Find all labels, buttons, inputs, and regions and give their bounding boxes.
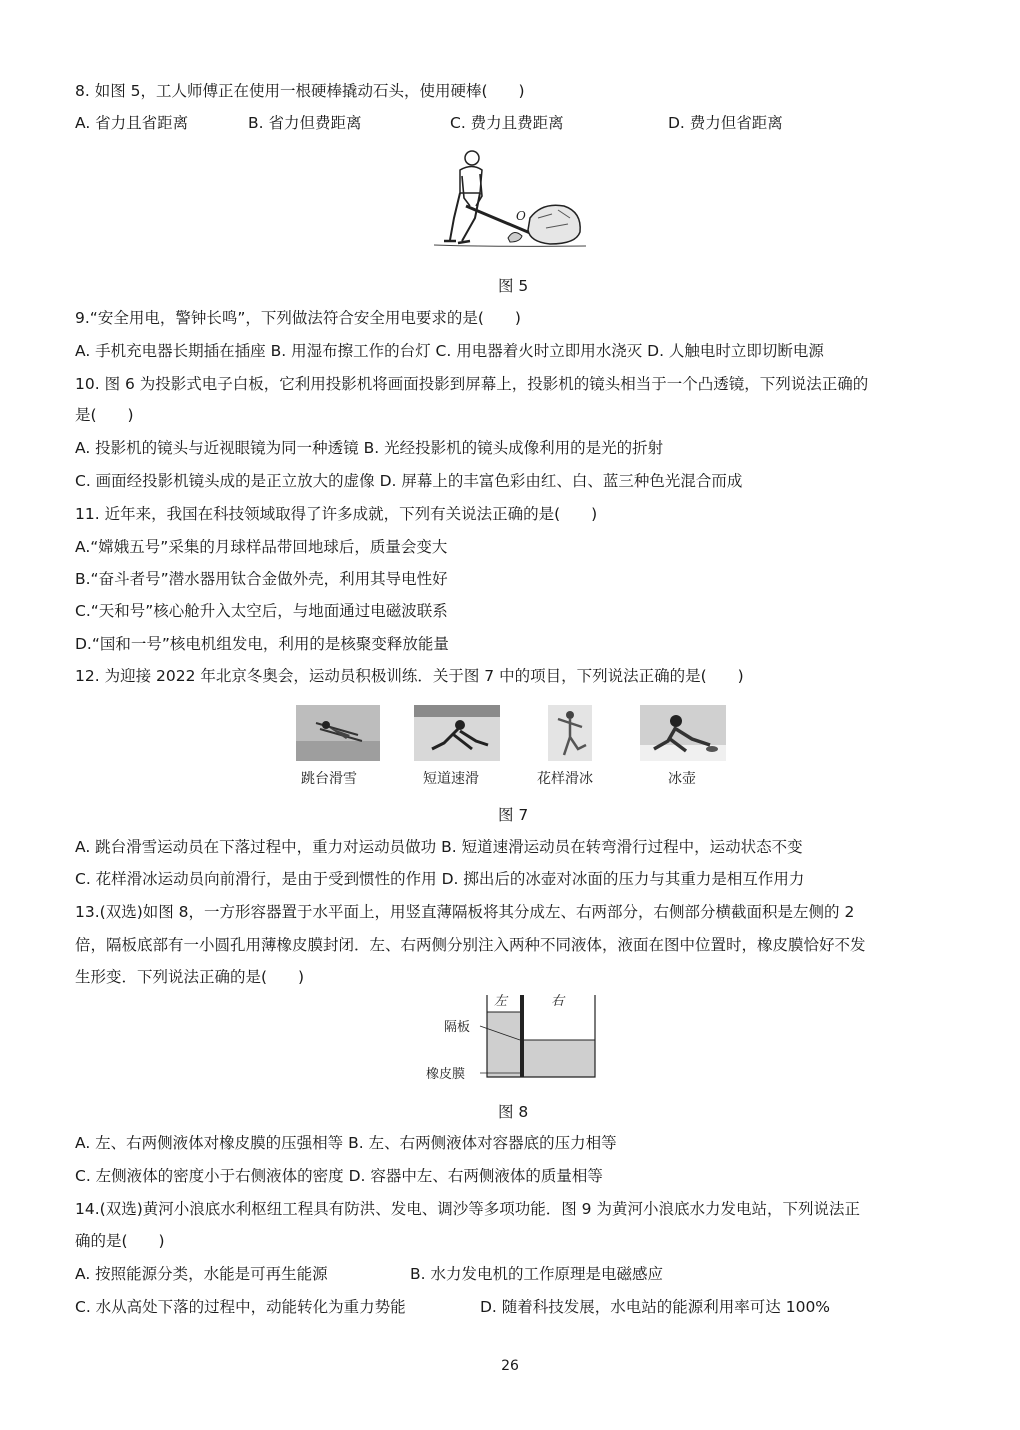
q8-option-a: A. 省力且省距离 — [75, 114, 189, 132]
q10-options-line-1: A. 投影机的镜头与近视眼镜为同一种透镜 B. 光经投影机的镜头成像利用的是光的折射 — [75, 439, 664, 457]
figure-8-right-label: 右 — [551, 994, 565, 1009]
figure-5-lever-illustration — [430, 148, 590, 253]
page-number: 26 — [501, 1358, 519, 1374]
figure-7-caption: 图 7 — [498, 806, 529, 824]
sport-label-ski-jumping: 跳台滑雪 — [301, 771, 357, 787]
q13-options-line-1: A. 左、右两侧液体对橡皮膜的压强相等 B. 左、右两侧液体对容器底的压力相等 — [75, 1134, 617, 1152]
short-track-photo — [414, 705, 500, 761]
q8-option-b: B. 省力但费距离 — [248, 114, 362, 132]
curling-photo — [640, 705, 726, 761]
q9-options: A. 手机充电器长期插在插座 B. 用湿布擦工作的台灯 C. 用电器着火时立即用水浇灭 D. 人触电时立即切断电源 — [75, 342, 824, 360]
fulcrum-o-label: O — [516, 209, 526, 223]
q9-stem: 9.“安全用电，警钟长鸣”，下列做法符合安全用电要求的是( ) — [75, 309, 521, 327]
q13-options-line-2: C. 左侧液体的密度小于右侧液体的密度 D. 容器中左、右两侧液体的质量相等 — [75, 1167, 603, 1185]
sport-label-short-track: 短道速滑 — [423, 771, 479, 787]
q11-option-a: A.“嫦娥五号”采集的月球样品带回地球后，质量会变大 — [75, 538, 448, 556]
sport-label-figure-skating: 花样滑冰 — [537, 771, 593, 787]
ski-jumping-photo — [296, 705, 380, 761]
q13-stem-line-2: 倍，隔板底部有一小圆孔用薄橡皮膜封闭．左、右两侧分别注入两种不同液体，液面在图中位置时，橡皮膜恰好不发 — [75, 936, 866, 954]
q14-option-b: B. 水力发电机的工作原理是电磁感应 — [410, 1265, 663, 1283]
figure-5-caption: 图 5 — [498, 277, 529, 295]
q14-option-c: C. 水从高处下落的过程中，动能转化为重力势能 — [75, 1298, 406, 1316]
q11-option-d: D.“国和一号”核电机组发电，利用的是核聚变释放能量 — [75, 635, 449, 653]
figure-8-container-diagram — [420, 990, 605, 1090]
q11-option-b: B.“奋斗者号”潜水器用钛合金做外壳，利用其导电性好 — [75, 570, 448, 588]
sport-label-curling: 冰壶 — [668, 771, 696, 787]
q14-stem-line-2: 确的是( ) — [75, 1232, 165, 1250]
q8-option-d: D. 费力但省距离 — [668, 114, 783, 132]
figure-8-caption: 图 8 — [498, 1103, 529, 1121]
q14-option-a: A. 按照能源分类，水能是可再生能源 — [75, 1265, 328, 1283]
q12-options-line-1: A. 跳台滑雪运动员在下落过程中，重力对运动员做功 B. 短道速滑运动员在转弯滑行过程中，运动状态不变 — [75, 838, 803, 856]
figure-8-membrane-label: 橡皮膜 — [426, 1067, 466, 1082]
figure-skating-photo — [548, 705, 592, 761]
figure-8-partition-label: 隔板 — [444, 1020, 471, 1035]
q8-stem: 8. 如图 5，工人师傅正在使用一根硬棒撬动石头，使用硬棒( ) — [75, 82, 525, 100]
q10-stem-line-1: 10. 图 6 为投影式电子白板，它利用投影机将画面投影到屏幕上，投影机的镜头相当于一个凸透镜，下列说法正确的 — [75, 375, 869, 393]
q10-options-line-2: C. 画面经投影机镜头成的是正立放大的虚像 D. 屏幕上的丰富色彩由红、白、蓝三种色光混合而成 — [75, 472, 743, 490]
q10-stem-line-2: 是( ) — [75, 406, 134, 424]
q11-stem: 11. 近年来，我国在科技领域取得了许多成就，下列有关说法正确的是( ) — [75, 505, 598, 523]
q11-option-c: C.“天和号”核心舱升入太空后，与地面通过电磁波联系 — [75, 602, 448, 620]
q12-options-line-2: C. 花样滑冰运动员向前滑行，是由于受到惯性的作用 D. 掷出后的冰壶对冰面的压力与其重力是相互作用力 — [75, 870, 805, 888]
figure-8-left-label: 左 — [494, 994, 508, 1009]
q13-stem-line-3: 生形变．下列说法正确的是( ) — [75, 968, 305, 986]
q14-stem-line-1: 14.(双选)黄河小浪底水利枢纽工程具有防洪、发电、调沙等多项功能．图 9 为黄河小浪底水力发电站，下列说法正 — [75, 1200, 860, 1218]
q8-option-c: C. 费力且费距离 — [450, 114, 564, 132]
q13-stem-line-1: 13.(双选)如图 8，一方形容器置于水平面上，用竖直薄隔板将其分成左、右两部分，右侧部分横截面积是左侧的 2 — [75, 903, 855, 921]
q12-stem: 12. 为迎接 2022 年北京冬奥会，运动员积极训练．关于图 7 中的项目，下列说法正确的是( ) — [75, 667, 744, 685]
q14-option-d: D. 随着科技发展，水电站的能源利用率可达 100% — [480, 1298, 831, 1316]
